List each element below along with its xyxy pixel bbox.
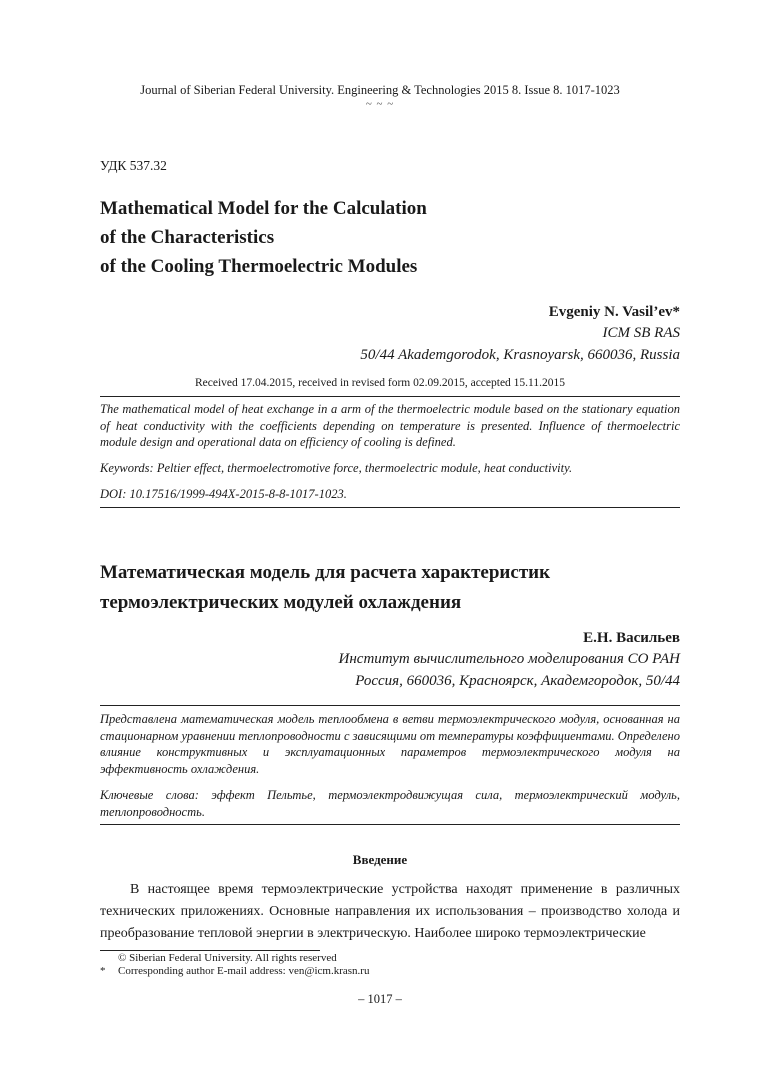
english-author-block: [360, 304, 680, 366]
footnote-rule: [100, 950, 320, 951]
section-heading: Введение: [352, 852, 408, 867]
udk-code: УДК 537.32: [100, 158, 167, 173]
russian-abstract-bottom-rule: [100, 824, 680, 825]
footnote-corresponding: [100, 965, 680, 978]
russian-abstract-top-rule: [100, 705, 680, 706]
russian-author: Е.Н. Васильев: [583, 630, 680, 646]
english-keywords: Keywords: Peltier effect, thermoelectromotive force, thermoelectric module, heat conductivity.: [100, 461, 573, 475]
russian-title: [100, 558, 680, 618]
received-dates: Received 17.04.2015, received in revised form 02.09.2015, accepted 15.11.2015: [194, 377, 566, 389]
russian-abstract: Представлена математическая модель теплообмена в ветви термоэлектрического модуля, основанная на стационарном уравнении теплопроводности с зависящими от температуры коэффициентами. Определено влияние конструктивных и эксплуатационных параметров термоэлектрического модуля на эффективность охлаждения.: [100, 712, 680, 776]
footnote-text: © Siberian Federal University. All rights reserved: [118, 952, 337, 964]
english-affiliation-line: 50/44 Akademgorodok, Krasnoyarsk, 660036, Russia: [360, 347, 680, 363]
russian-keywords: Ключевые слова: эффект Пельтье, термоэлектродвижущая сила, термоэлектрический модуль, теплопроводность.: [100, 788, 680, 819]
body-paragraph: В настоящее время термоэлектрические устройства находят применение в различных технических приложениях. Основные направления их использования – производство холода и преобразование тепловой энергии в электрическую. Наиболее широко термоэлектрические: [100, 882, 680, 941]
header-divider: ~ ~ ~: [365, 98, 395, 110]
english-title-line: of the Cooling Thermoelectric Modules: [100, 256, 418, 277]
footnote-mark: [100, 952, 118, 965]
english-title-line: Mathematical Model for the Calculation: [100, 198, 427, 219]
english-author: Evgeniy N. Vasil’ev*: [548, 304, 680, 320]
journal-header: Journal of Siberian Federal University. Engineering & Technologies 2015 8. Issue 8. 1017-1023: [140, 83, 620, 97]
english-affiliation-line: ICM SB RAS: [602, 325, 680, 341]
footnote-copyright: [100, 952, 680, 965]
russian-affiliation-line: Россия, 660036, Красноярск, Академгородок, 50/44: [355, 673, 680, 689]
russian-title-line: термоэлектрических модулей охлаждения: [100, 592, 462, 613]
english-doi: DOI: 10.17516/1999-494X-2015-8-8-1017-1023.: [100, 487, 347, 501]
footnote-mark: *: [100, 965, 106, 977]
abstract-top-rule: [100, 396, 680, 397]
english-title-line: of the Characteristics: [100, 227, 275, 248]
page-number: – 1017 –: [358, 992, 402, 1006]
abstract-bottom-rule: [100, 507, 680, 508]
footnote-text: Corresponding author E-mail address: ven@icm.krasn.ru: [118, 965, 370, 977]
russian-author-block: [339, 630, 680, 692]
english-abstract: The mathematical model of heat exchange in a arm of the thermoelectric module based on the stationary equation of heat conductivity with the coefficients depending on temperature is presented. Influence of thermoelectric module design and operational data on efficiency of cooling is defined.: [100, 402, 680, 449]
russian-title-line: Математическая модель для расчета характеристик: [100, 562, 551, 583]
english-title: [100, 194, 427, 281]
russian-affiliation-line: Институт вычислительного моделирования СО РАН: [338, 651, 680, 667]
footnotes: [100, 952, 680, 978]
body-text: [100, 879, 680, 945]
